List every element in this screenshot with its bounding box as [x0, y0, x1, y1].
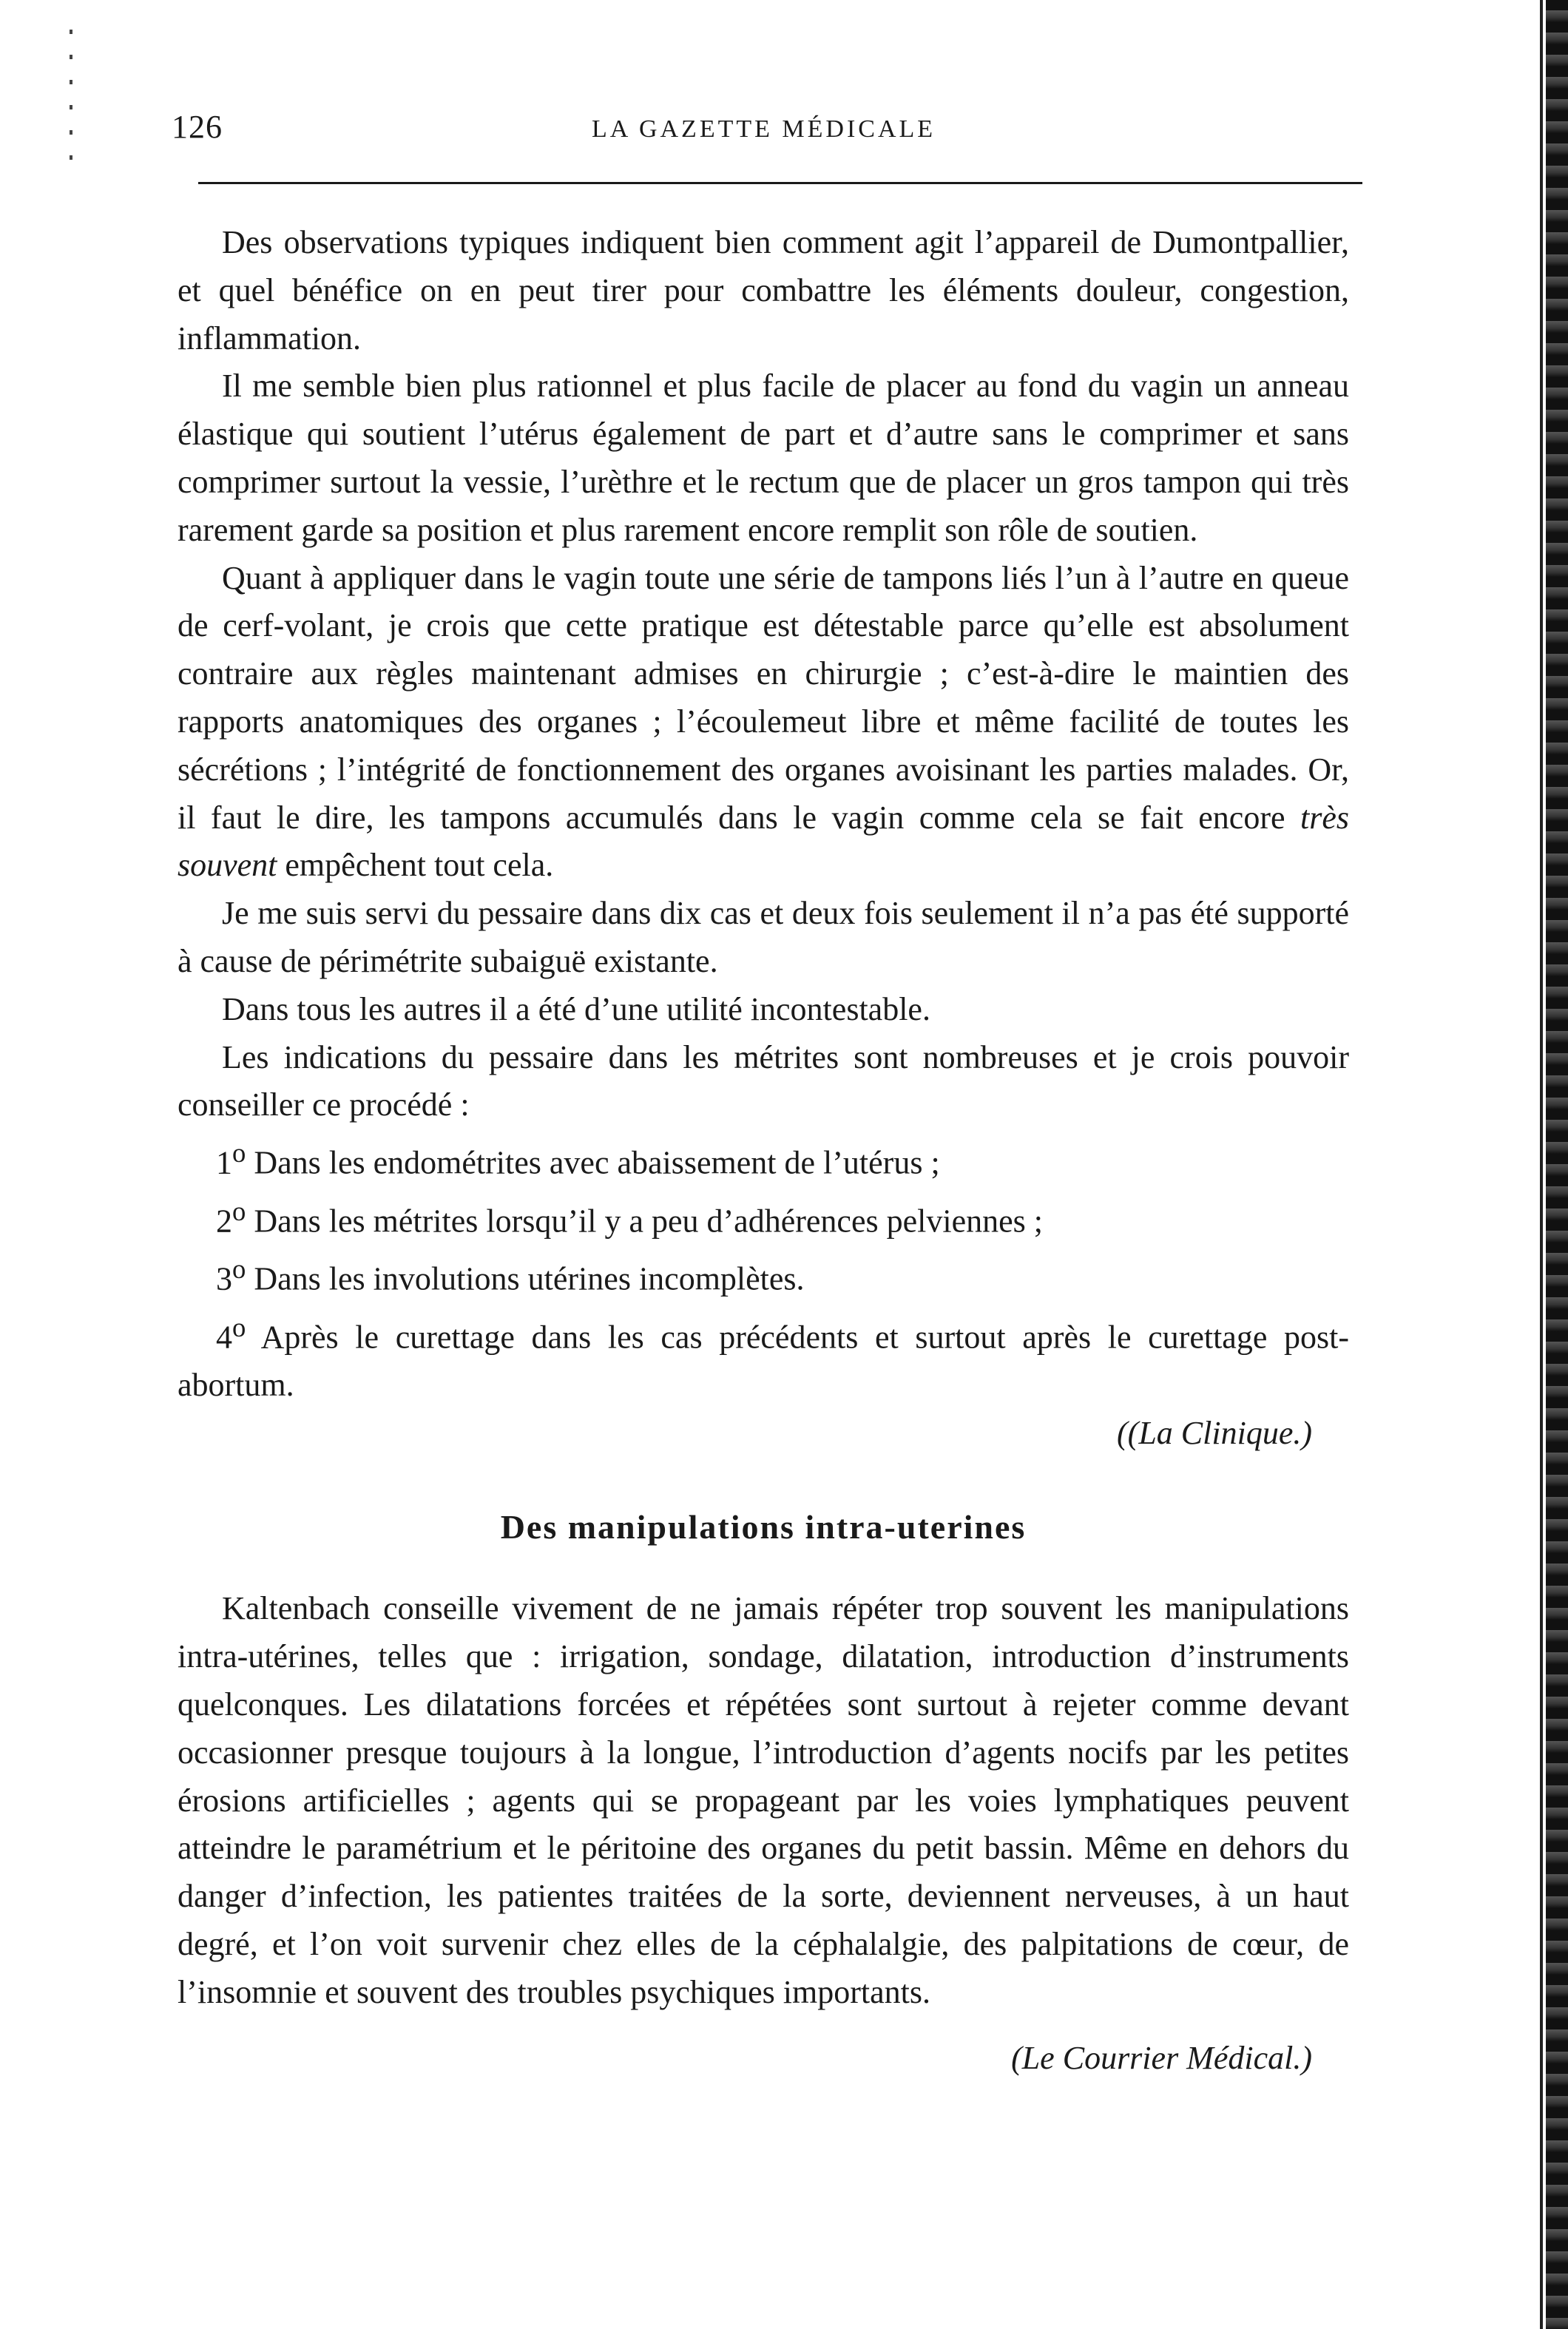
paragraph-text-end: empêchent tout cela.: [277, 847, 554, 884]
ordinal-mark: o: [232, 1254, 246, 1285]
list-number: 4: [216, 1319, 232, 1356]
ordinal-mark: o: [232, 1195, 246, 1226]
page-number: 126: [172, 109, 223, 145]
paragraph: Je me suis servi du pessaire dans dix cas et deux fois seulement il n’a pas été supporté à cause de périmétrite subaiguë existante.: [178, 895, 1349, 979]
list-text: Dans les involutions utérines incomplètes.: [254, 1260, 805, 1297]
list-item: [178, 1188, 1349, 1245]
paragraph: Dans tous les autres il a été d’une utilité incontestable.: [222, 990, 930, 1027]
running-head: LA GAZETTE MÉDICALE: [592, 115, 936, 143]
list-item: [178, 1129, 1349, 1187]
source-citation: (Le Courrier Médical.): [1011, 2039, 1312, 2076]
emphasis-text: très souvent: [178, 799, 1350, 884]
list-number: 3: [216, 1260, 232, 1297]
article-dumontpallier: [178, 219, 1349, 1458]
scan-binding-edge: [1546, 0, 1568, 2329]
ordinal-mark: o: [232, 1138, 246, 1169]
list-text: Dans les métrites lorsqu’il y a peu d’adhérences pelviennes ;: [254, 1203, 1043, 1240]
list-item: [178, 1245, 1349, 1303]
scan-margin-marks: [70, 30, 72, 163]
paragraph: [178, 555, 1349, 890]
header-rule: [198, 182, 1362, 184]
paragraph: Kaltenbach conseille vivement de ne jamais répéter trop souvent les manipulations intra-utérines, telles que : irrigation, sondage, dilatation, introduction d’instruments quelconques. Les dilatations forcées et répétées sont surtout à rejeter comme devant occasionner presque toujours à la longue, l’introduction d’agents nocifs par les petites érosions artificielles ; agents qui se propageant par les voies lymphatiques peuvent atteindre le paramétrium et le péritoine des organes du petit bassin. Même en dehors du danger d’infection, les patientes traitées de la sorte, deviennent nerveuses, à un haut degré, et l’on voit survenir chez elles de la céphalalgie, des palpitations de cœur, de l’insomnie et souvent des troubles psychiques importants.: [178, 1590, 1349, 2010]
paragraph-text: Quant à appliquer dans le vagin toute une série de tampons liés l’un à l’autre en queue de cerf-volant, je crois que cette pratique est détestable parce qu’elle est absolument contraire aux règles maintenant admises en chirurgie ; c’est-à-dire le maintien des rapports anatomiques des organes ; l’écoulemeut libre et même facilité de toutes les sécrétions ; l’intégrité de fonctionnement des organes avoisinant les parties malades. Or, il faut le dire, les tampons accumulés dans le vagin comme cela se fait encore: [178, 559, 1349, 836]
paragraph: Il me semble bien plus rationnel et plus facile de placer au fond du vagin un anneau élastique qui soutient l’utérus également de part et d’autre sans le comprimer et sans comprimer surtout la vessie, l’urèthre et le rectum que de placer un gros tampon qui très rarement garde sa position et plus rarement encore remplit son rôle de soutien.: [178, 368, 1349, 548]
paragraph: Les indications du pessaire dans les métrites sont nombreuses et je crois pouvoir conseiller ce procédé :: [178, 1038, 1349, 1123]
article-manipulations: [178, 1504, 1349, 2083]
list-text: Après le curettage dans les cas précédents et surtout après le curettage post-abortum.: [178, 1319, 1350, 1403]
list-text: Dans les endométrites avec abaissement de l’utérus ;: [254, 1144, 940, 1181]
scan-edge-line: [1540, 0, 1543, 2329]
paragraph: Des observations typiques indiquent bien comment agit l’appareil de Dumontpallier, et quel bénéfice on en peut tirer pour combattre les éléments douleur, congestion, inflammation.: [178, 224, 1349, 356]
ordinal-mark: o: [232, 1311, 246, 1342]
list-item: [178, 1304, 1349, 1410]
page-body: [178, 219, 1349, 2082]
source-citation: ((La Clinique.): [1117, 1414, 1312, 1451]
list-number: 2: [216, 1203, 232, 1240]
section-title: Des manipulations intra-uterines: [500, 1507, 1027, 1546]
list-number: 1: [216, 1144, 232, 1181]
